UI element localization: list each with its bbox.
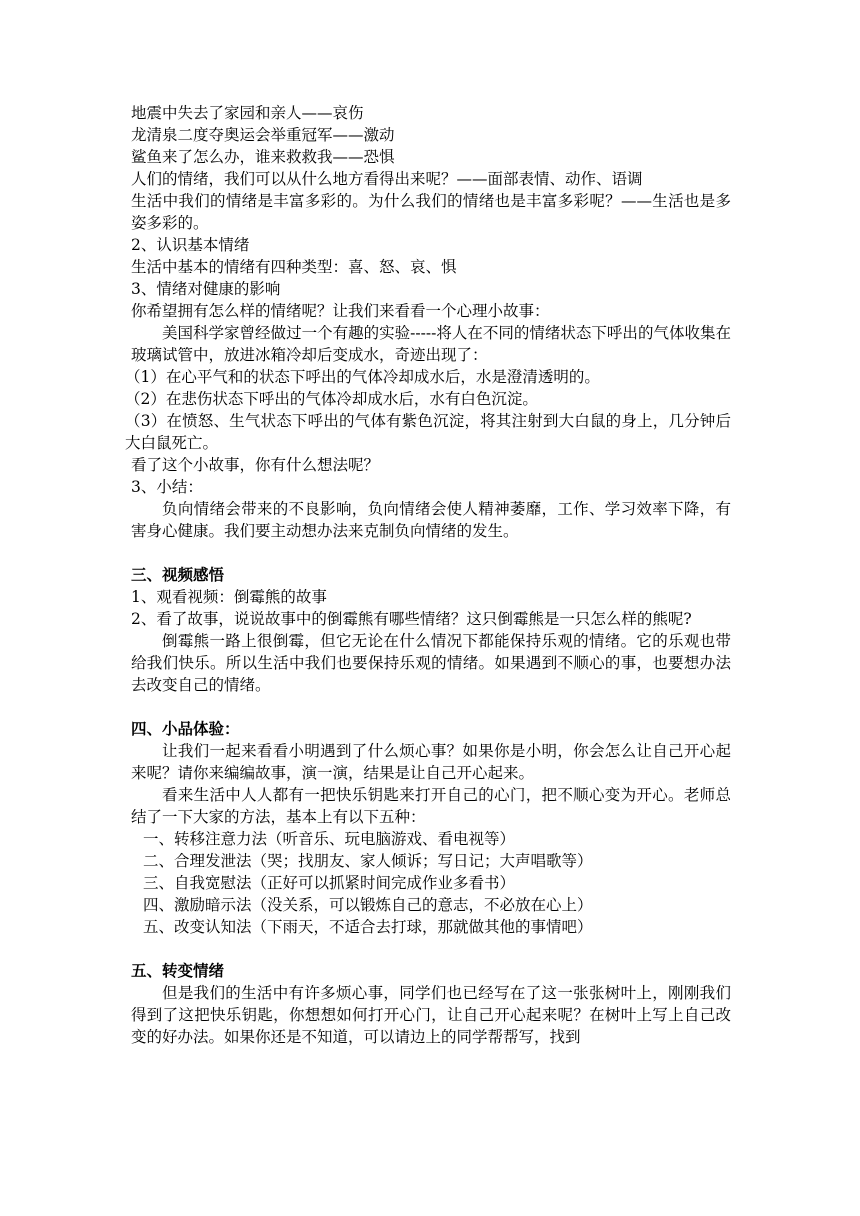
emotion-example-excited: 龙清泉二度夺奥运会举重冠军——激动 — [131, 126, 395, 144]
experiment-result-1: （1）在心平气和的状态下呼出的气体冷却成水后，水是澄清透明的。 — [125, 368, 600, 386]
emotion-expression-question: 人们的情绪，我们可以从什么地方看得出来呢？——面部表情、动作、语调 — [131, 170, 643, 188]
skit-paragraph-1: 让我们一起来看看小明遇到了什么烦心事？如果你是小明，你会怎么让自己开心起来呢？请你来编编故事，演一演，结果是让自己开心起来。 — [131, 742, 731, 782]
section-heading-skit: 四、小品体验： — [131, 719, 240, 738]
story-reflection-question: 看了这个小故事，你有什么想法呢？ — [131, 456, 380, 474]
video-conclusion-paragraph: 倒霉熊一路上很倒霉，但它无论在什么情况下都能保持乐观的情绪。它的乐观也带给我们快乐。所以生活中我们也要保持乐观的情绪。如果遇到不顺心的事，也要想办法去改变自己的情绪。 — [131, 632, 731, 694]
emotion-variety-question: 生活中我们的情绪是丰富多彩的。为什么我们的情绪也是丰富多彩呢？——生活也是多姿多彩的。 — [131, 192, 731, 232]
section-heading-video: 三、视频感悟 — [131, 565, 225, 584]
video-watch-item: 1、观看视频：倒霉熊的故事 — [131, 588, 327, 606]
emotion-example-sad: 地震中失去了家园和亲人——哀伤 — [131, 104, 364, 122]
emotion-example-fear: 鲨鱼来了怎么办，谁来救救我——恐惧 — [131, 148, 395, 166]
method-item: 一、转移注意力法（听音乐、玩电脑游戏、看电视等） — [143, 830, 516, 848]
method-item: 二、合理发泄法（哭；找朋友、家人倾诉；写日记；大声唱歌等） — [143, 852, 593, 870]
experiment-result-3: （3）在愤怒、生气状态下呼出的气体有紫色沉淀，将其注射到大白鼠的身上，几分钟后大白鼠死亡。 — [125, 412, 731, 452]
summary-paragraph: 负向情绪会带来的不良影响，负向情绪会使人精神萎靡，工作、学习效率下降，有害身心健康。我们要主动想办法来克制负向情绪的发生。 — [131, 500, 731, 540]
story-intro: 你希望拥有怎么样的情绪呢？让我们来看看一个心理小故事： — [131, 302, 550, 320]
experiment-result-2: （2）在悲伤状态下呼出的气体冷却成水后，水有白色沉淀。 — [125, 390, 538, 408]
method-item: 五、改变认知法（下雨天，不适合去打球，那就做其他的事情吧） — [143, 918, 593, 936]
method-item: 三、自我宽慰法（正好可以抓紧时间完成作业多看书） — [143, 874, 516, 892]
basic-emotions-text: 生活中基本的情绪有四种类型：喜、怒、哀、惧 — [131, 258, 457, 276]
subheading-health-impact: 3、情绪对健康的影响 — [131, 280, 281, 298]
subheading-summary: 3、小结： — [131, 478, 203, 496]
skit-paragraph-2: 看来生活中人人都有一把快乐钥匙来打开自己的心门，把不顺心变为开心。老师总结了一下大家的方法，基本上有以下五种： — [131, 786, 731, 826]
section-heading-change-emotion: 五、转变情绪 — [131, 961, 225, 980]
change-emotion-paragraph: 但是我们的生活中有许多烦心事，同学们也已经写在了这一张张树叶上，刚刚我们得到了这把快乐钥匙，你想想如何打开心门，让自己开心起来呢？在树叶上写上自己改变的好办法。如果你还是不知道，可以请边上的同学帮帮写，找到 — [131, 984, 731, 1046]
video-discussion-item: 2、看了故事，说说故事中的倒霉熊有哪些情绪？这只倒霉熊是一只怎么样的熊呢? — [131, 610, 692, 628]
experiment-paragraph: 美国科学家曾经做过一个有趣的实验-----将人在不同的情绪状态下呼出的气体收集在玻璃试管中，放进冰箱冷却后变成水，奇迹出现了： — [131, 324, 731, 364]
subheading-basic-emotions: 2、认识基本情绪 — [131, 236, 250, 254]
method-item: 四、激励暗示法（没关系，可以锻炼自己的意志，不必放在心上） — [143, 896, 593, 914]
document-body — [125, 102, 731, 1048]
